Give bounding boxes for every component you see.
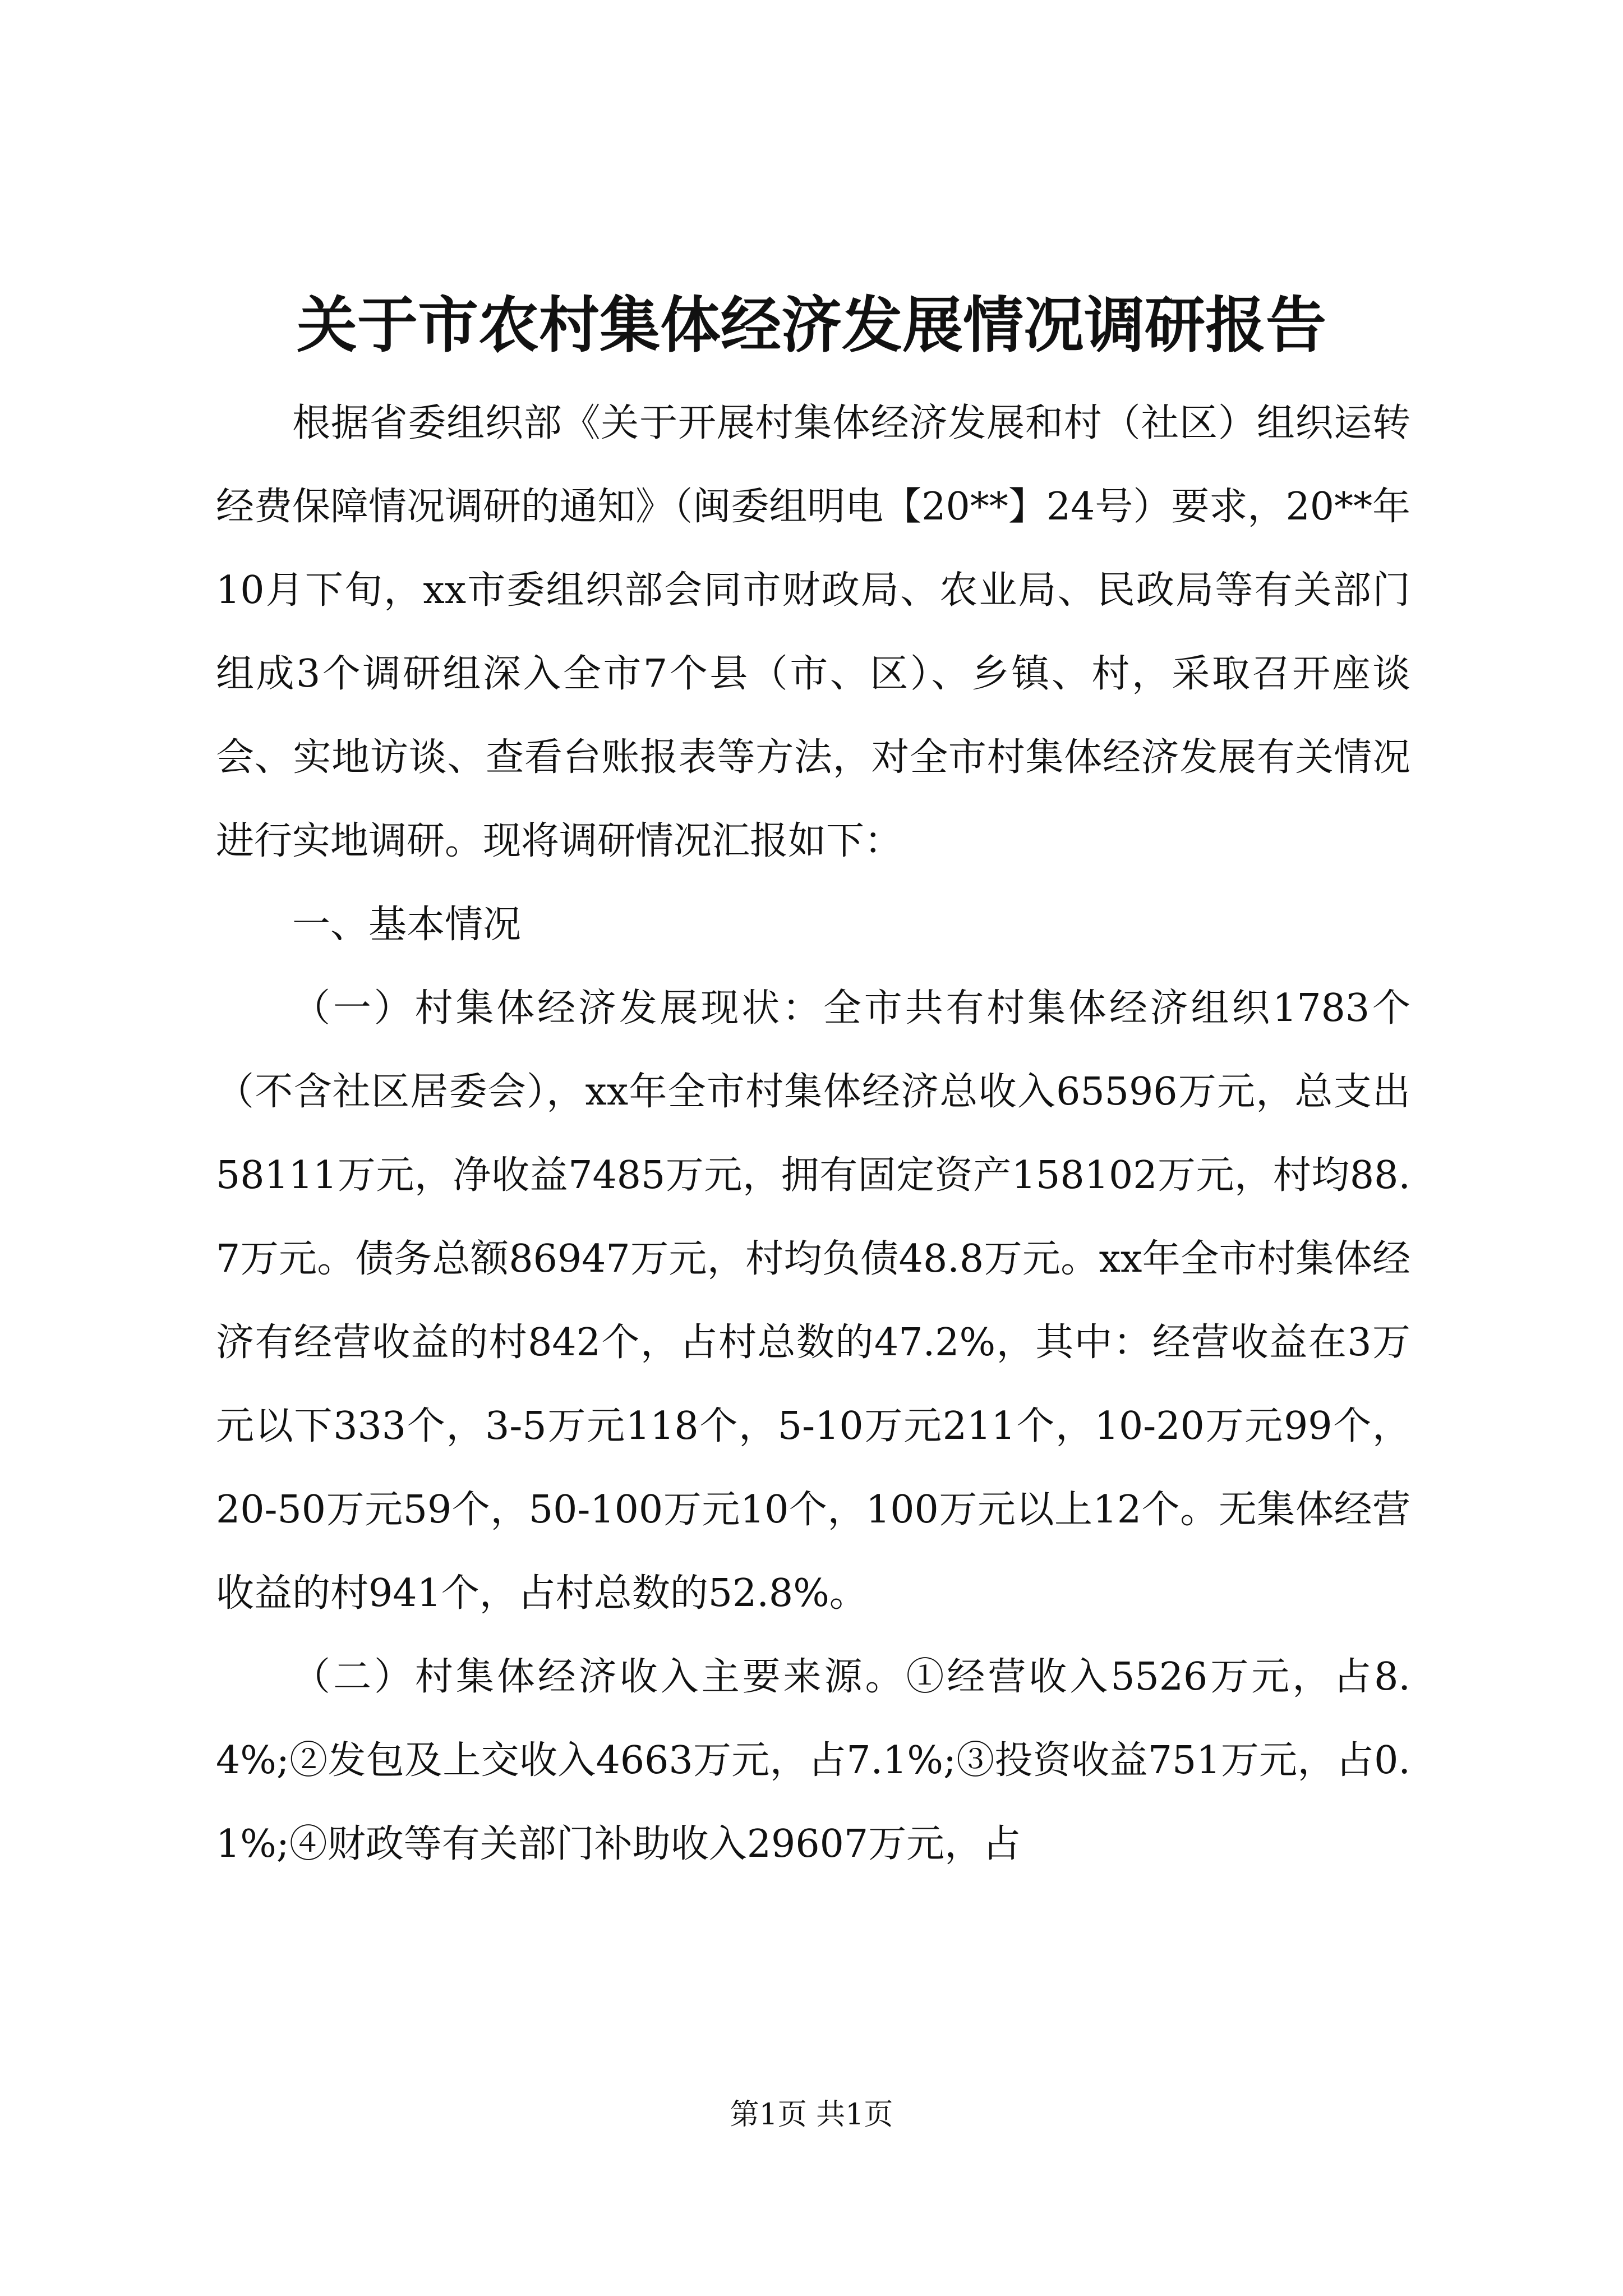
section-heading-basic-situation: 一、基本情况: [292, 903, 522, 947]
paragraph-current-status: （一）村集体经济发展现状：全市共有村集体经济组织1783个（不含社区居委会），xx年全市村集体经济总收入65596万元，总支出58111万元，净收益7485万元，拥有固定资产158102万元，村均88.7万元。债务总额86947万元，村均负债48.8万元。xx年全市村集体经济有经营收益的村842个，占村总数的47.2%，其中：经营收益在3万元以下333个，3-5万元118个，5-10万元211个，10-20万元99个，20-50万元59个，50-100万元10个，100万元以上12个。无集体经营收益的村941个，占村总数的52.8%。: [216, 986, 1410, 1616]
page-footer: 第1页 共1页: [730, 2098, 893, 2132]
paragraph-intro: 根据省委组织部《关于开展村集体经济发展和村（社区）组织运转经费保障情况调研的通知》（闽委组明电【20**】24号）要求，20**年10月下旬，xx市委组织部会同市财政局、农业局、民政局等有关部门组成3个调研组深入全市7个县（市、区）、乡镇、村，采取召开座谈会、实地访谈、查看台账报表等方法，对全市村集体经济发展有关情况进行实地调研。现将调研情况汇报如下：: [216, 401, 1410, 863]
document-title: 关于市农村集体经济发展情况调研报告: [296, 290, 1326, 361]
document-body: [216, 381, 1410, 1886]
paragraph-income-sources: （二）村集体经济收入主要来源。①经营收入5526万元，占8.4%;②发包及上交收入4663万元，占7.1%;③投资收益751万元，占0.1%;④财政等有关部门补助收入29607万元，占: [216, 1655, 1410, 1866]
